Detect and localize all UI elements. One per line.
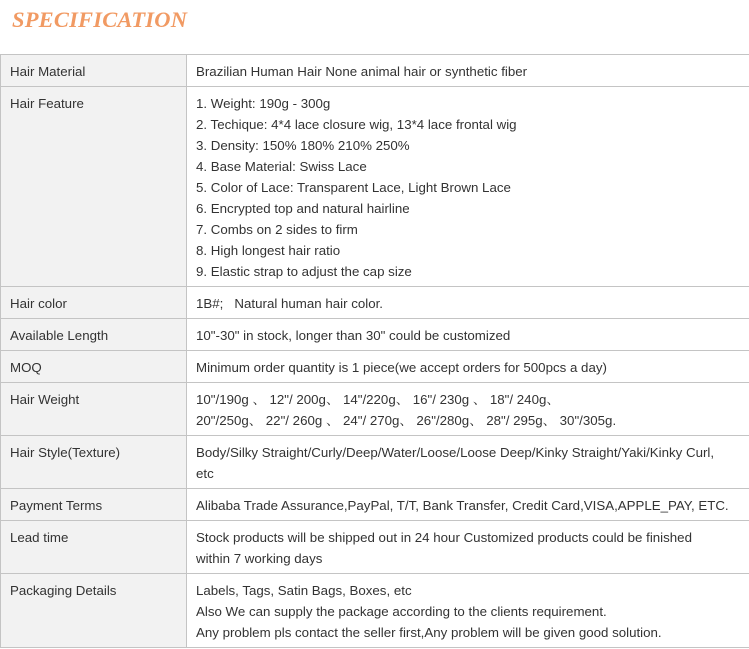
row-value	[187, 351, 749, 383]
table-row	[1, 574, 749, 648]
page-title: SPECIFICATION	[12, 7, 188, 32]
row-label: Lead time	[1, 521, 187, 574]
row-value	[187, 574, 749, 648]
value-line: Stock products will be shipped out in 24 hour Customized products could be finished	[196, 530, 692, 545]
value-line: 6. Encrypted top and natural hairline	[196, 201, 410, 216]
value-line: 8. High longest hair ratio	[196, 243, 341, 258]
row-label: Hair Feature	[1, 87, 187, 287]
row-value	[187, 55, 749, 87]
row-value	[187, 319, 749, 351]
value-line: 9. Elastic strap to adjust the cap size	[196, 264, 412, 279]
table-row	[1, 351, 749, 383]
row-label: Payment Terms	[1, 489, 187, 521]
table-row	[1, 319, 749, 351]
value-line: 7. Combs on 2 sides to firm	[196, 222, 358, 237]
table-row	[1, 55, 749, 87]
value-line: 1. Weight: 190g - 300g	[196, 96, 331, 111]
value-line: Labels, Tags, Satin Bags, Boxes, etc	[196, 583, 412, 598]
value-line: Alibaba Trade Assurance,PayPal, T/T, Bank Transfer, Credit Card,VISA,APPLE_PAY, ETC.	[196, 498, 729, 513]
row-label: Packaging Details	[1, 574, 187, 648]
specification-table	[0, 54, 749, 648]
row-label: Hair Weight	[1, 383, 187, 436]
row-label: Hair Style(Texture)	[1, 436, 187, 489]
value-line: Any problem pls contact the seller first,Any problem will be given good solution.	[196, 625, 662, 640]
value-line: within 7 working days	[196, 551, 323, 566]
row-value	[187, 383, 749, 436]
value-line: 10"/190g 、 12"/ 200g、 14"/220g、 16"/ 230g 、 18"/ 240g、	[196, 392, 560, 407]
value-line: 5. Color of Lace: Transparent Lace, Light Brown Lace	[196, 180, 511, 195]
table-row	[1, 489, 749, 521]
value-line: 10"-30" in stock, longer than 30" could be customized	[196, 328, 511, 343]
table-row	[1, 87, 749, 287]
row-value	[187, 489, 749, 521]
table-row	[1, 521, 749, 574]
row-label: MOQ	[1, 351, 187, 383]
row-label: Available Length	[1, 319, 187, 351]
row-label: Hair Material	[1, 55, 187, 87]
value-line: etc	[196, 466, 214, 481]
value-line: 1B#; Natural human hair color.	[196, 296, 383, 311]
value-line: 4. Base Material: Swiss Lace	[196, 159, 367, 174]
value-line: 20"/250g、 22"/ 260g 、 24"/ 270g、 26"/280g、 28"/ 295g、 30"/305g.	[196, 413, 617, 428]
row-label: Hair color	[1, 287, 187, 319]
table-row	[1, 436, 749, 489]
row-value	[187, 287, 749, 319]
value-line: 2. Techique: 4*4 lace closure wig, 13*4 lace frontal wig	[196, 117, 517, 132]
table-row	[1, 383, 749, 436]
row-value	[187, 436, 749, 489]
value-line: Body/Silky Straight/Curly/Deep/Water/Loose/Loose Deep/Kinky Straight/Yaki/Kinky Curl,	[196, 445, 715, 460]
table-row	[1, 287, 749, 319]
row-value	[187, 87, 749, 287]
value-line: Brazilian Human Hair None animal hair or synthetic fiber	[196, 64, 528, 79]
value-line: 3. Density: 150% 180% 210% 250%	[196, 138, 410, 153]
value-line: Minimum order quantity is 1 piece(we accept orders for 500pcs a day)	[196, 360, 607, 375]
value-line: Also We can supply the package according to the clients requirement.	[196, 604, 607, 619]
row-value	[187, 521, 749, 574]
